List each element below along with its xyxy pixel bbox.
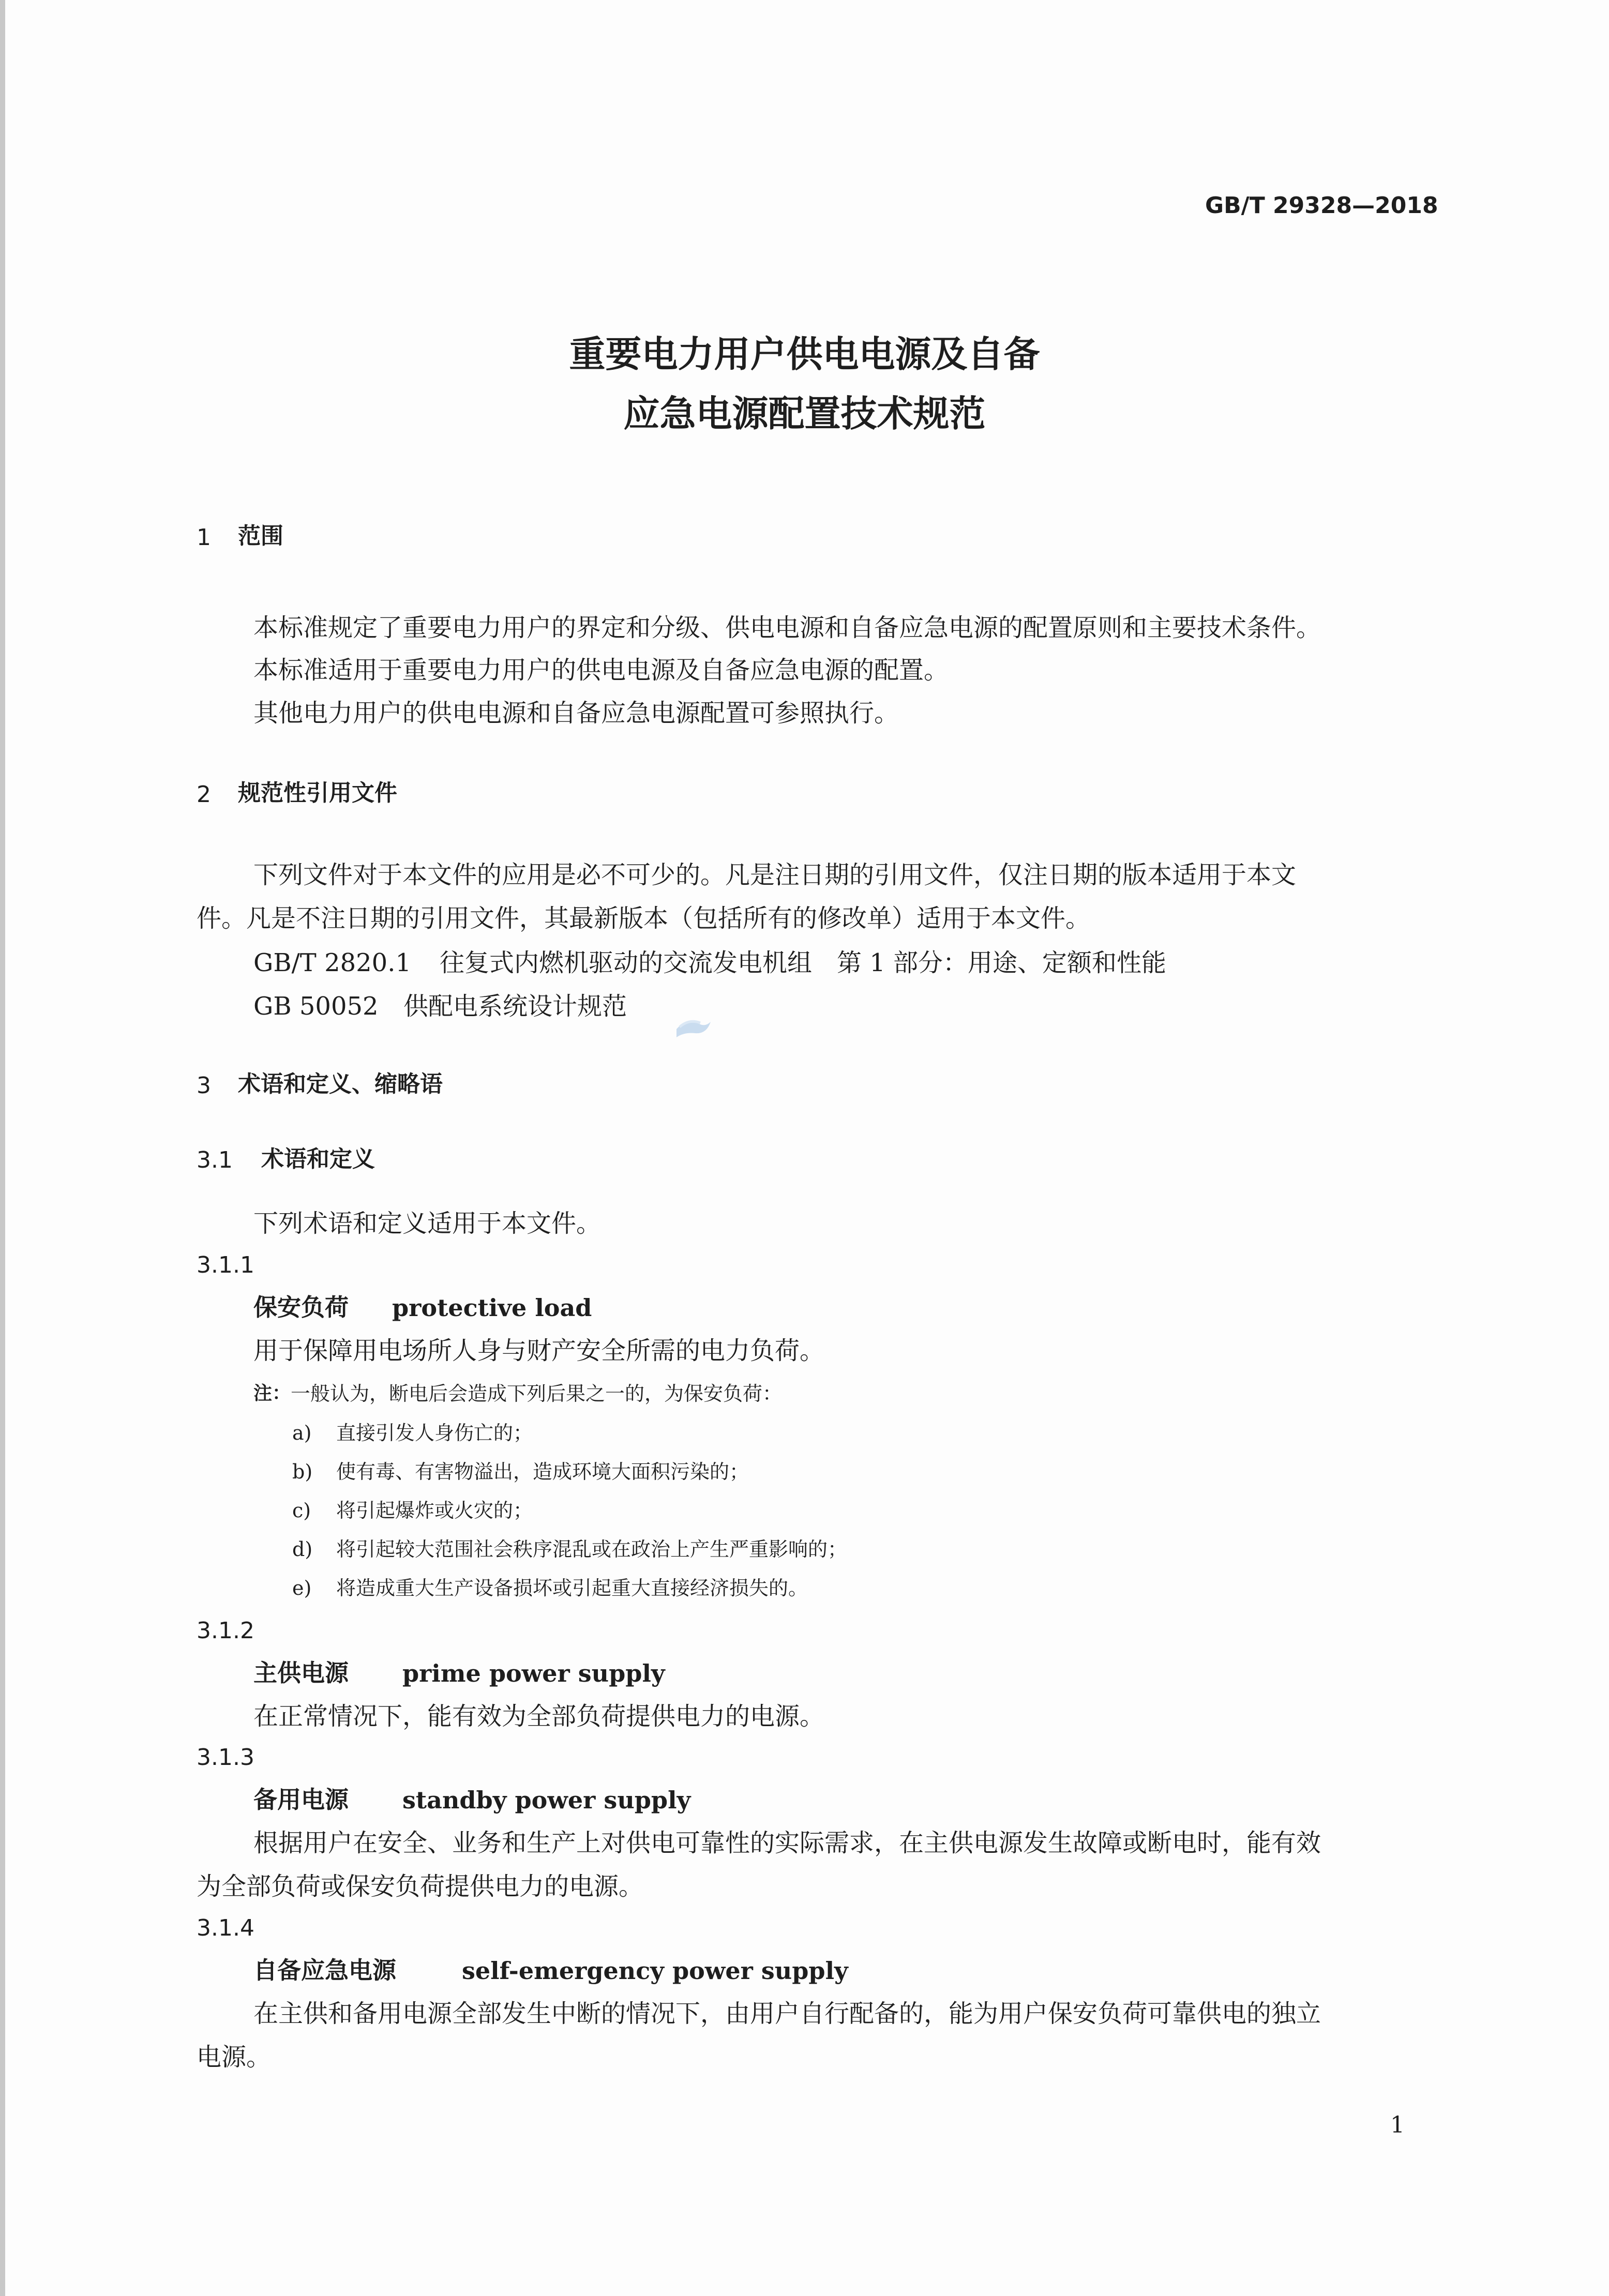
reference-code: GB/T 2820.1 (253, 948, 412, 977)
subsection-3-1-number: 3.1 (197, 1147, 233, 1173)
section-2-intro-line-1: 下列文件对于本文件的应用是必不可少的。凡是注日期的引用文件，仅注日期的版本适用于本文 (253, 860, 1297, 889)
list-item-text: 将引起爆炸或火灾的； (336, 1499, 533, 1522)
document-title-line1: 重要电力用户供电电源及自备 (569, 333, 1040, 375)
term-definition-line-1: 在主供和备用电源全部发生中断的情况下，由用户自行配备的，能为用户保安负荷可靠供电的独立 (253, 1999, 1321, 2028)
list-item-label: e) (292, 1577, 312, 1599)
term-number: 3.1.4 (197, 1915, 254, 1941)
section-2-number: 2 (197, 781, 211, 808)
section-1-number: 1 (197, 524, 211, 551)
section-1-para-1: 本标准规定了重要电力用户的界定和分级、供电电源和自备应急电源的配置原则和主要技术条件。 (253, 613, 1321, 642)
subsection-3-1-intro: 下列术语和定义适用于本文件。 (253, 1209, 602, 1238)
term-definition: 在正常情况下，能有效为全部负荷提供电力的电源。 (253, 1702, 825, 1731)
list-item-label: a) (292, 1422, 312, 1444)
reference-title: 往复式内燃机驱动的交流发电机组 第 1 部分：用途、定额和性能 (440, 948, 1167, 977)
term-english: prime power supply (402, 1659, 665, 1687)
section-2-heading: 规范性引用文件 (238, 780, 397, 806)
section-2-intro-line-2: 件。凡是不注日期的引用文件，其最新版本（包括所有的修改单）适用于本文件。 (197, 904, 1091, 933)
term-english: self-emergency power supply (462, 1957, 848, 1985)
term-chinese: 保安负荷 (253, 1293, 349, 1321)
term-chinese: 备用电源 (253, 1786, 349, 1814)
term-english: standby power supply (402, 1786, 691, 1814)
term-definition-line-2: 为全部负荷或保安负荷提供电力的电源。 (197, 1872, 644, 1901)
section-3-number: 3 (197, 1073, 211, 1099)
term-chinese: 主供电源 (253, 1659, 349, 1687)
note-text: 一般认为，断电后会造成下列后果之一的，为保安负荷： (291, 1382, 783, 1405)
list-item-text: 使有毒、有害物溢出，造成环境大面积污染的； (336, 1460, 749, 1483)
section-1-para-3: 其他电力用户的供电电源和自备应急电源配置可参照执行。 (253, 699, 899, 728)
section-3-heading: 术语和定义、缩略语 (238, 1071, 443, 1097)
section-1-heading: 范围 (238, 523, 283, 549)
term-number: 3.1.3 (197, 1744, 254, 1771)
list-item-label: b) (292, 1460, 313, 1483)
standard-number: GB/T 29328—2018 (1205, 192, 1438, 219)
term-definition: 用于保障用电场所人身与财产安全所需的电力负荷。 (253, 1336, 825, 1365)
reference-code: GB 50052 (253, 992, 379, 1021)
section-1-para-2: 本标准适用于重要电力用户的供电电源及自备应急电源的配置。 (253, 656, 949, 685)
term-definition-line-2: 电源。 (197, 2043, 272, 2072)
watermark-logo-icon (672, 1008, 714, 1045)
note-label: 注： (253, 1383, 291, 1404)
term-chinese: 自备应急电源 (253, 1956, 396, 1984)
list-item-label: c) (292, 1499, 311, 1522)
subsection-3-1-heading: 术语和定义 (261, 1146, 375, 1172)
document-title-line2: 应急电源配置技术规范 (623, 392, 986, 435)
list-item-text: 将造成重大生产设备损坏或引起重大直接经济损失的。 (336, 1577, 808, 1599)
list-item-label: d) (292, 1538, 313, 1561)
page-number: 1 (1390, 2112, 1405, 2138)
term-number: 3.1.1 (197, 1252, 254, 1278)
list-item-text: 将引起较大范围社会秩序混乱或在政治上产生严重影响的； (336, 1538, 848, 1561)
term-english: protective load (392, 1294, 592, 1322)
term-number: 3.1.2 (197, 1618, 254, 1644)
reference-title: 供配电系统设计规范 (403, 992, 627, 1021)
list-item-text: 直接引发人身伤亡的； (336, 1422, 533, 1444)
term-definition-line-1: 根据用户在安全、业务和生产上对供电可靠性的实际需求，在主供电源发生故障或断电时，能有效 (253, 1829, 1321, 1857)
